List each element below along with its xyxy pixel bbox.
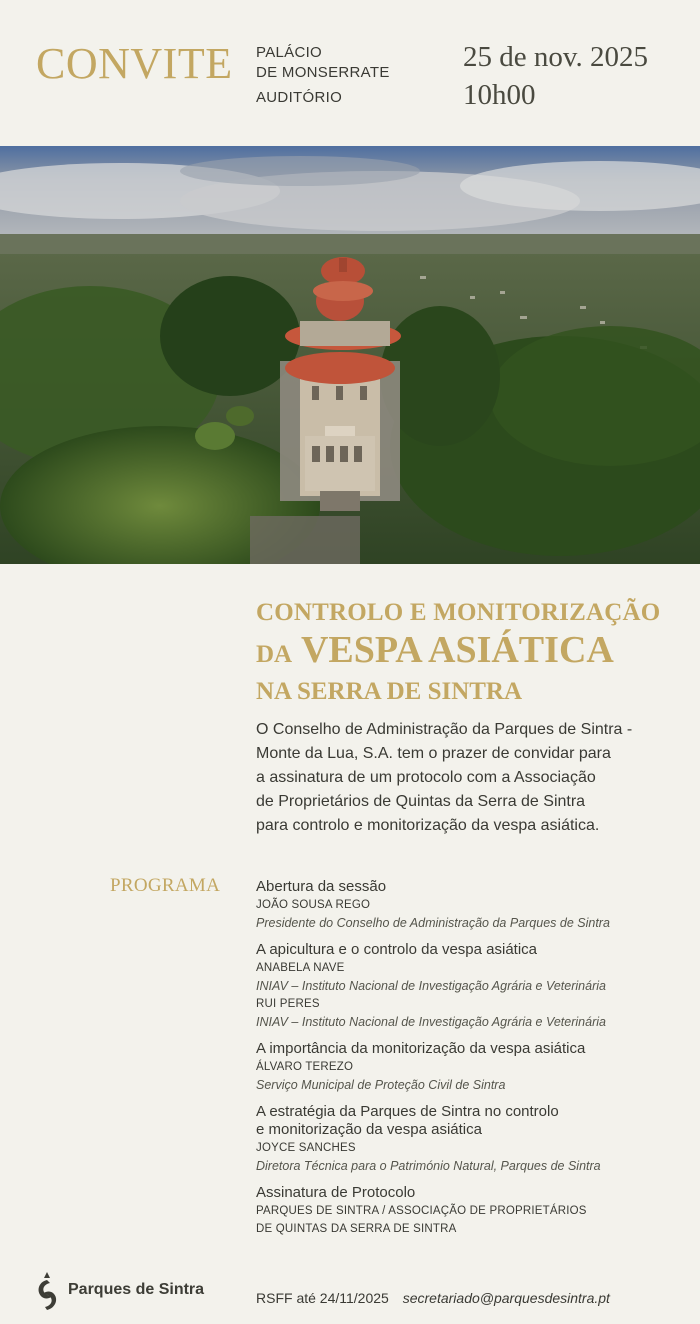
- parques-sintra-logo: [34, 1270, 204, 1310]
- title-line2-prefix: DA: [256, 641, 293, 668]
- contact-email-link[interactable]: secretariado@parquesdesintra.pt: [402, 1290, 610, 1306]
- speaker-role: Presidente do Conselho de Administração da Parques de Sintra: [256, 916, 610, 930]
- speaker-name: PARQUES DE SINTRA / ASSOCIAÇÃO DE PROPRIETÁRIOS: [256, 1205, 587, 1217]
- intro-line: O Conselho de Administração da Parques de Sintra -: [256, 721, 633, 738]
- speaker-name: ANABELA NAVE: [256, 962, 345, 974]
- title-line2: [256, 628, 696, 677]
- program-item: [256, 1184, 696, 1238]
- program-item: [256, 878, 696, 932]
- speaker-role: INIAV – Instituto Nacional de Investigação Agrária e Veterinária: [256, 1015, 606, 1029]
- program-item: [256, 1103, 696, 1175]
- header: [0, 0, 700, 146]
- time-text: 10h00: [463, 79, 536, 111]
- speaker-name: ÁLVARO TEREZO: [256, 1061, 354, 1073]
- program-item-title: Assinatura de Protocolo: [256, 1184, 416, 1201]
- speaker-name: DE QUINTAS DA SERRA DE SINTRA: [256, 1223, 457, 1235]
- program-item: [256, 941, 696, 1031]
- speaker-name: JOYCE SANCHES: [256, 1142, 356, 1154]
- program-list: [256, 878, 696, 1247]
- intro-paragraph: [256, 718, 686, 838]
- intro-line: para controlo e monitorização da vespa asiática.: [256, 817, 600, 834]
- title-line1: CONTROLO E MONITORIZAÇÃO: [256, 599, 661, 626]
- venue-line2: DE MONSERRATE: [256, 64, 390, 81]
- venue: [256, 43, 390, 108]
- speaker-role: INIAV – Instituto Nacional de Investigação Agrária e Veterinária: [256, 979, 606, 993]
- parques-sintra-logo-icon: [34, 1270, 60, 1310]
- venue-line3: AUDITÓRIO: [256, 89, 343, 106]
- program-item-title: A apicultura e o controlo da vespa asiática: [256, 941, 538, 958]
- speaker-role: Serviço Municipal de Proteção Civil de Sintra: [256, 1078, 506, 1092]
- date-text: 25 de nov. 2025: [463, 41, 648, 73]
- event-date: [463, 38, 648, 114]
- speaker-role: Diretora Técnica para o Património Natural, Parques de Sintra: [256, 1159, 601, 1173]
- title-line3: NA SERRA DE SINTRA: [256, 678, 523, 705]
- program-item-title: e monitorização da vespa asiática: [256, 1121, 482, 1138]
- speaker-name: JOÃO SOUSA REGO: [256, 899, 371, 911]
- intro-line: Monte da Lua, S.A. tem o prazer de convidar para: [256, 745, 611, 762]
- program-item: [256, 1040, 696, 1094]
- intro-line: a assinatura de um protocolo com a Associação: [256, 769, 596, 786]
- palace-photo: [0, 146, 700, 564]
- program-item-title: Abertura da sessão: [256, 878, 387, 895]
- program-item-title: A importância da monitorização da vespa asiática: [256, 1040, 586, 1057]
- speaker-name: RUI PERES: [256, 998, 320, 1010]
- palace-aerial-image: [0, 146, 700, 564]
- footer-contact: [256, 1290, 610, 1306]
- event-title: [256, 598, 696, 707]
- intro-line: de Proprietários de Quintas da Serra de Sintra: [256, 793, 586, 810]
- rsvp-text: RSFF até 24/11/2025: [256, 1290, 389, 1306]
- program-item-title: A estratégia da Parques de Sintra no controlo: [256, 1103, 559, 1120]
- title-line2-main: VESPA ASIÁTICA: [300, 629, 614, 671]
- convite-title: CONVITE: [36, 39, 233, 88]
- logo-text: Parques de Sintra: [68, 1281, 205, 1298]
- venue-line1: PALÁCIO: [256, 44, 323, 61]
- program-label: PROGRAMA: [110, 875, 221, 896]
